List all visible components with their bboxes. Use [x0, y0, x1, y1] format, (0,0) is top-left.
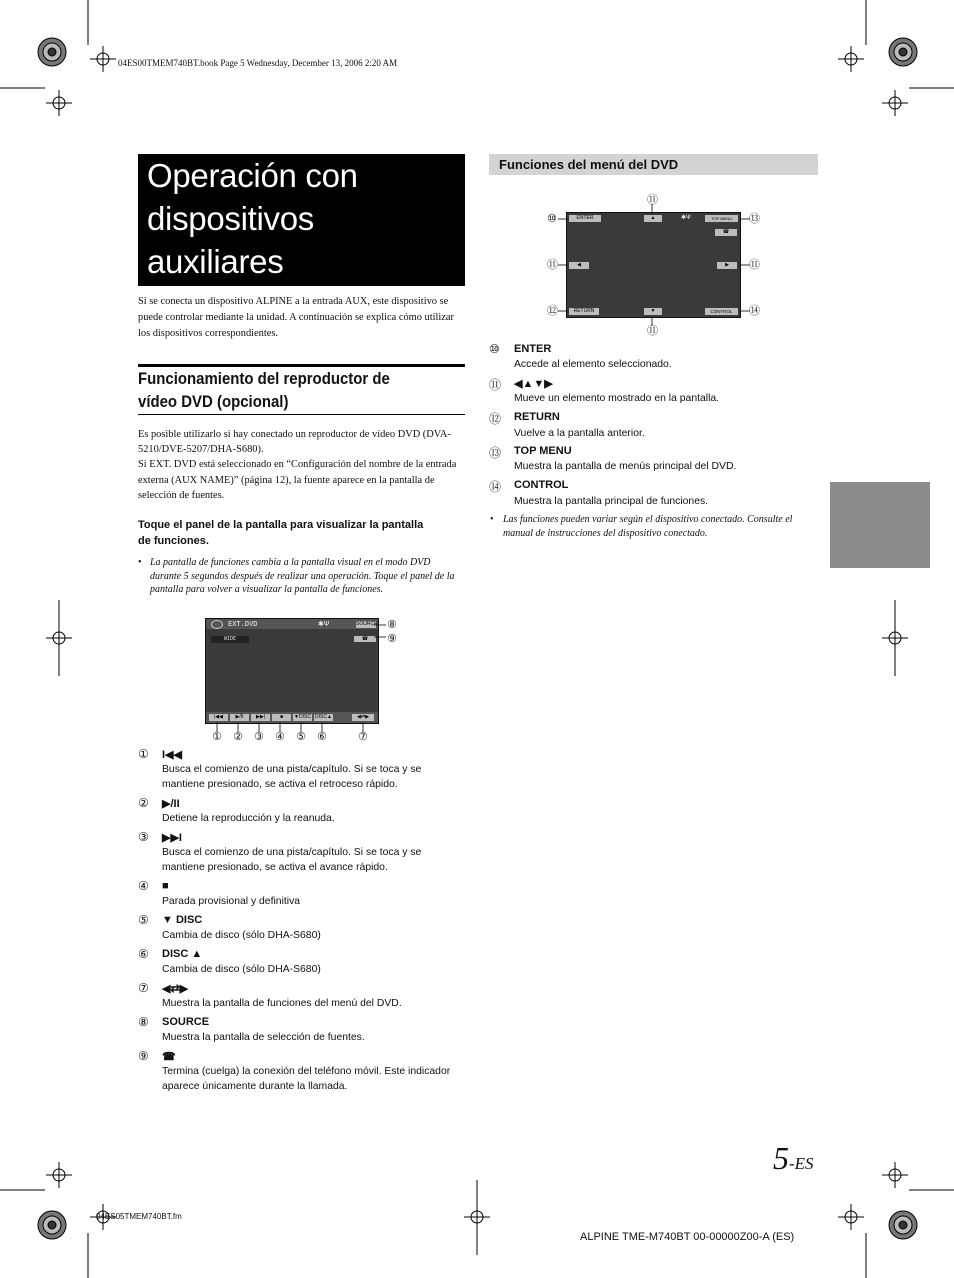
hangup-icon: ☎: [722, 229, 730, 235]
callout-11-left: ⑪: [547, 258, 558, 271]
callout-6: ⑥: [317, 730, 327, 743]
note-text: La pantalla de funciones cambia a la pantalla visual en el modo DVD durante 5 segundos después de realizar una operación. Toque el panel de la pantalla para volver a visualizar la pantalla de funciones.: [150, 557, 455, 596]
item-desc: Muestra la pantalla de selección de fuentes.: [162, 1032, 365, 1043]
enter-button[interactable]: ENTER: [569, 215, 601, 222]
right-button[interactable]: ▶: [717, 262, 737, 269]
item-number: ①: [138, 747, 149, 761]
instruction-line: de funciones.: [138, 535, 209, 547]
item-desc: Detiene la reproducción y la reanuda.: [162, 813, 335, 824]
item-label: ☎: [162, 1051, 176, 1063]
hangup-icon: ☎: [361, 636, 369, 642]
footer-file: 04ES05TMEM740BT.fm: [96, 1212, 182, 1221]
callout-2: ②: [233, 730, 243, 743]
wide-label: WIDE: [211, 636, 249, 643]
chapter-title-line: Operación con: [147, 157, 358, 194]
note-bullet: •: [490, 514, 494, 525]
left-button[interactable]: ◀: [569, 262, 589, 269]
item-number: ⑭: [489, 480, 502, 494]
item-desc: Cambia de disco (sólo DHA-S680): [162, 930, 321, 941]
target-tl: [38, 38, 66, 66]
disc-down-button[interactable]: ▼DISC: [294, 714, 311, 720]
chapter-title-line: dispositivos: [147, 200, 314, 237]
callout-12: ⑫: [547, 304, 558, 317]
play-pause-button[interactable]: ▶/II: [230, 714, 249, 721]
target-bl: [38, 1211, 66, 1239]
down-button[interactable]: ▼: [644, 308, 662, 315]
callout-5: ⑤: [296, 730, 306, 743]
item-desc: Accede al elemento seleccionado.: [514, 359, 672, 370]
item-label: ▼ DISC: [162, 914, 203, 926]
right-heading-text: Funciones del menú del DVD: [499, 157, 679, 172]
item-desc: Muestra la pantalla de funciones del menú del DVD.: [162, 998, 402, 1009]
callout-4: ④: [275, 730, 285, 743]
source-name: EXT.DVD: [228, 620, 258, 628]
side-tab: [830, 482, 930, 568]
chapter-title: [138, 154, 465, 286]
bluetooth-signal-icon: ✱Ψ: [681, 214, 691, 221]
print-header: 04ES00TMEM740BT.book Page 5 Wednesday, December 13, 2006 2:20 AM: [118, 58, 398, 68]
note-bullet: •: [138, 557, 142, 568]
footer-model: ALPINE TME-M740BT 00-00000Z00-A (ES): [580, 1231, 795, 1243]
disc-up-button[interactable]: DISC▲: [315, 714, 332, 720]
item-number: ⑤: [138, 913, 149, 927]
source-button[interactable]: SOURCE: [356, 621, 378, 627]
item-number: ⑩: [489, 342, 500, 356]
item-label: CONTROL: [514, 479, 569, 491]
item-number: ⑥: [138, 947, 149, 961]
target-tr: [889, 38, 917, 66]
callout-8: ⑧: [387, 618, 397, 631]
target-br: [889, 1211, 917, 1239]
item-number: ⑨: [138, 1049, 149, 1063]
callout-14: ⑭: [749, 304, 760, 317]
callout-11-right: ⑪: [749, 258, 760, 271]
item-number: ③: [138, 830, 149, 844]
item-number: ⑧: [138, 1015, 149, 1029]
next-button[interactable]: ▶▶|: [251, 714, 270, 721]
section-title: [138, 367, 464, 413]
item-label: ■: [162, 880, 169, 892]
paragraph-1: Es posible utilizarlo si hay conectado un reproductor de vídeo DVD (DVA-5210/DVE-5207/DHA-S680).: [138, 429, 451, 456]
right-section-heading: [489, 154, 818, 175]
page-number-digit: 5: [773, 1140, 789, 1176]
menu-toggle-button[interactable]: ◀⇄▶: [352, 714, 374, 721]
section-paragraph: [138, 427, 465, 503]
instruction: [138, 517, 465, 549]
item-desc: Busca el comienzo de una pista/capítulo. Si se toca y se mantiene presionado, se activa el avance rápido.: [162, 847, 422, 873]
item-number: ②: [138, 796, 149, 810]
item-desc: Termina (cuelga) la conexión del teléfono móvil. Este indicador aparece únicamente durante la llamada.: [162, 1066, 451, 1092]
prev-button[interactable]: |◀◀: [209, 714, 228, 721]
page-number: [773, 1140, 814, 1177]
callout-1: ①: [212, 730, 222, 743]
item-label: ▶▶I: [162, 832, 182, 844]
callout-10: ⑩: [547, 212, 557, 225]
item-desc: Vuelve a la pantalla anterior.: [514, 428, 645, 439]
section-rule-bottom: [138, 414, 465, 415]
section-title-line: Funcionamiento del reproductor de: [138, 369, 390, 388]
item-label: I◀◀: [162, 749, 182, 761]
item-label: DISC ▲: [162, 948, 203, 960]
callout-13: ⑬: [749, 212, 760, 225]
right-note-text: Las funciones pueden variar según el dispositivo conectado. Consulte el manual de instrucciones del dispositivo conectado.: [503, 514, 793, 539]
section-title-line: vídeo DVD (opcional): [138, 392, 289, 411]
item-desc: Muestra la pantalla de menús principal del DVD.: [514, 461, 737, 472]
item-number: ⑪: [489, 378, 502, 392]
control-button[interactable]: CONTROL: [705, 308, 738, 315]
return-button[interactable]: RETURN: [569, 308, 599, 315]
item-number: ⑦: [138, 981, 149, 995]
item-desc: Muestra la pantalla principal de funciones.: [514, 496, 709, 507]
item-desc: Busca el comienzo de una pista/capítulo. Si se toca y se mantiene presionado, se activa el retroceso rápido.: [162, 764, 422, 790]
callout-9: ⑨: [387, 632, 397, 645]
chapter-title-line: auxiliares: [147, 243, 284, 280]
item-label: ◀▲▼▶: [514, 378, 553, 390]
item-number: ⑫: [489, 412, 502, 426]
callout-11-bottom: ⑪: [647, 324, 658, 337]
item-label: SOURCE: [162, 1016, 210, 1028]
item-label: ◀⇄▶: [162, 983, 189, 995]
paragraph-2: Si EXT. DVD está seleccionado en “Configuración del nombre de la entrada externa (AUX NAME)” (página 12), la fuente aparece en la pantalla de selección de fuentes.: [138, 459, 457, 501]
instruction-line: Toque el panel de la pantalla para visualizar la pantalla: [138, 519, 424, 531]
item-number: ④: [138, 879, 149, 893]
item-number: ⑬: [489, 446, 502, 460]
callout-7: ⑦: [358, 730, 368, 743]
item-desc: Mueve un elemento mostrado en la pantalla.: [514, 393, 720, 404]
bluetooth-signal-icon: ✱Ψ: [318, 620, 330, 628]
callout-3: ③: [254, 730, 264, 743]
item-label: ENTER: [514, 343, 552, 355]
item-label: ▶/II: [162, 798, 180, 810]
up-button[interactable]: ▲: [644, 215, 662, 222]
callout-11-top: ⑪: [647, 193, 658, 206]
screen2-callout-lines: [540, 190, 770, 340]
top-menu-button[interactable]: TOP MENU: [705, 215, 738, 222]
item-desc: Parada provisional y definitiva: [162, 896, 301, 907]
item-label: TOP MENU: [514, 445, 572, 457]
item-label: RETURN: [514, 411, 560, 423]
page-number-suffix: -ES: [789, 1154, 814, 1173]
item-desc: Cambia de disco (sólo DHA-S680): [162, 964, 321, 975]
intro-paragraph: Si se conecta un dispositivo ALPINE a la entrada AUX, este dispositivo se puede controlar mediante la unidad. A continuación se explica cómo utilizar los dispositivos correspondientes.: [138, 296, 454, 339]
stop-button[interactable]: ■: [272, 714, 291, 721]
